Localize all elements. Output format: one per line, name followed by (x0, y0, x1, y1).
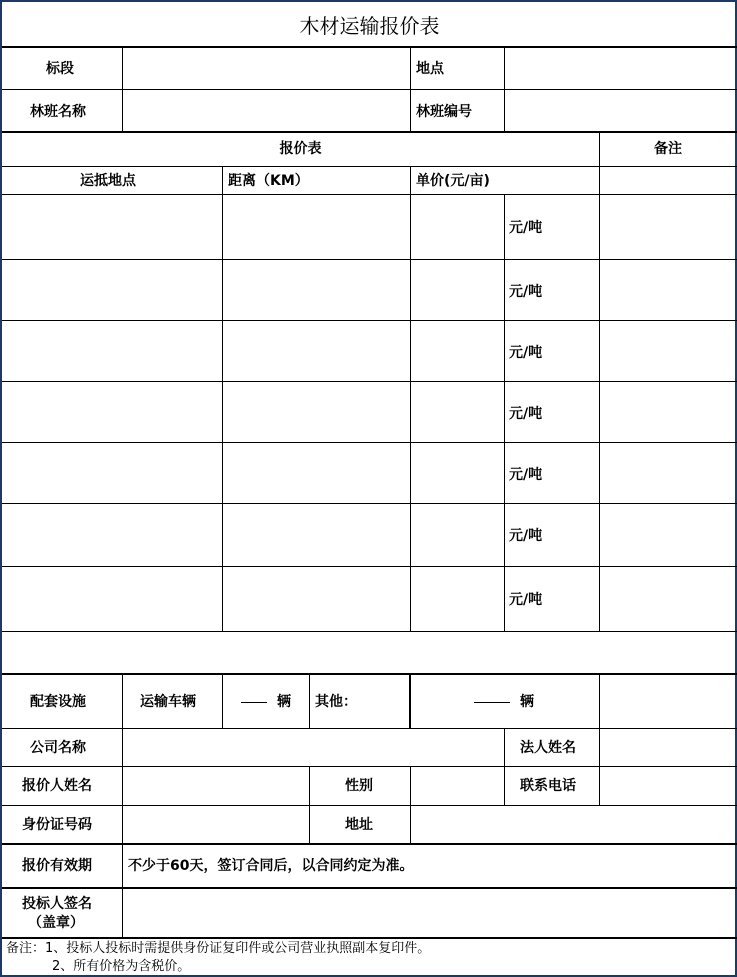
label-forest-class-no: 林班编号 (416, 104, 472, 120)
footnote-line-2: 2、所有价格为含税价。 (52, 959, 191, 974)
grid-line (2, 381, 737, 382)
label-company-name: 公司名称 (30, 740, 86, 756)
grid-line (2, 728, 737, 729)
footnote-line-1: 备注：1、投标人投标时需提供身份证复印件或公司营业执照副本复印件。 (6, 941, 431, 956)
label-trucks: 运输车辆 (140, 694, 196, 710)
label-phone: 联系电话 (520, 778, 576, 794)
grid-line (410, 766, 411, 805)
grid-line (2, 46, 737, 48)
header-delivery-place: 运抵地点 (80, 173, 136, 189)
grid-line (410, 46, 411, 131)
label-vehicle-unit: 辆 (277, 694, 291, 710)
grid-line (2, 442, 737, 443)
label-vehicle-unit: 辆 (520, 694, 534, 710)
price-unit: 元/吨 (509, 345, 543, 361)
label-gender: 性别 (345, 778, 373, 794)
grid-line (122, 673, 123, 728)
grid-line (122, 46, 123, 131)
grid-line (309, 805, 310, 843)
grid-line (222, 673, 223, 728)
grid-line (504, 766, 505, 805)
label-signature: 投标人签名 (22, 896, 92, 912)
label-remarks: 备注 (654, 141, 682, 157)
grid-line (599, 766, 600, 805)
grid-line (122, 843, 123, 937)
price-unit: 元/吨 (509, 406, 543, 422)
label-seal: （盖章） (28, 915, 84, 931)
price-unit: 元/吨 (509, 592, 543, 608)
validity-text: 不少于60天，签订合同后，以合同约定为准。 (128, 858, 414, 874)
grid-line (2, 566, 737, 567)
truck-count-field[interactable] (241, 693, 291, 711)
header-distance: 距离（KM） (228, 173, 309, 189)
grid-line (2, 887, 737, 889)
grid-line (2, 766, 737, 767)
grid-line (2, 89, 737, 90)
grid-line (2, 937, 737, 939)
label-quoter-name: 报价人姓名 (22, 778, 92, 794)
label-forest-class-name: 林班名称 (30, 104, 86, 120)
grid-line (2, 194, 737, 195)
grid-line (2, 259, 737, 260)
price-unit: 元/吨 (509, 284, 543, 300)
grid-line (410, 166, 411, 631)
grid-line (2, 631, 737, 632)
header-unit-price: 单价(元/亩) (416, 173, 490, 189)
label-facilities: 配套设施 (30, 694, 86, 710)
price-unit: 元/吨 (509, 467, 543, 483)
label-section: 标段 (46, 61, 74, 77)
label-location: 地点 (416, 61, 444, 77)
grid-line (122, 766, 123, 805)
grid-line (504, 728, 505, 766)
label-quote-table: 报价表 (279, 141, 322, 157)
label-address: 地址 (345, 817, 373, 833)
grid-line (2, 503, 737, 504)
label-validity: 报价有效期 (22, 858, 92, 874)
grid-line (2, 805, 737, 806)
grid-line (2, 843, 737, 845)
grid-line (410, 805, 411, 843)
grid-line (309, 766, 310, 805)
grid-line (2, 320, 737, 321)
grid-line (122, 728, 123, 766)
grid-line (504, 46, 505, 131)
sheet-title: 木材运输报价表 (299, 14, 440, 38)
label-id-number: 身份证号码 (22, 817, 92, 833)
grid-line (504, 194, 505, 631)
grid-line (599, 673, 600, 728)
grid-line (409, 673, 411, 728)
label-legal-rep: 法人姓名 (520, 740, 576, 756)
price-unit: 元/吨 (509, 220, 543, 236)
other-count-field[interactable] (474, 693, 534, 711)
grid-line (309, 673, 310, 728)
grid-line (2, 166, 737, 167)
grid-line (222, 166, 223, 631)
grid-line (599, 728, 600, 766)
grid-line (2, 131, 737, 133)
grid-line (599, 131, 600, 631)
label-other: 其他： (315, 694, 357, 710)
grid-line (2, 673, 737, 675)
price-unit: 元/吨 (509, 528, 543, 544)
grid-line (122, 805, 123, 843)
